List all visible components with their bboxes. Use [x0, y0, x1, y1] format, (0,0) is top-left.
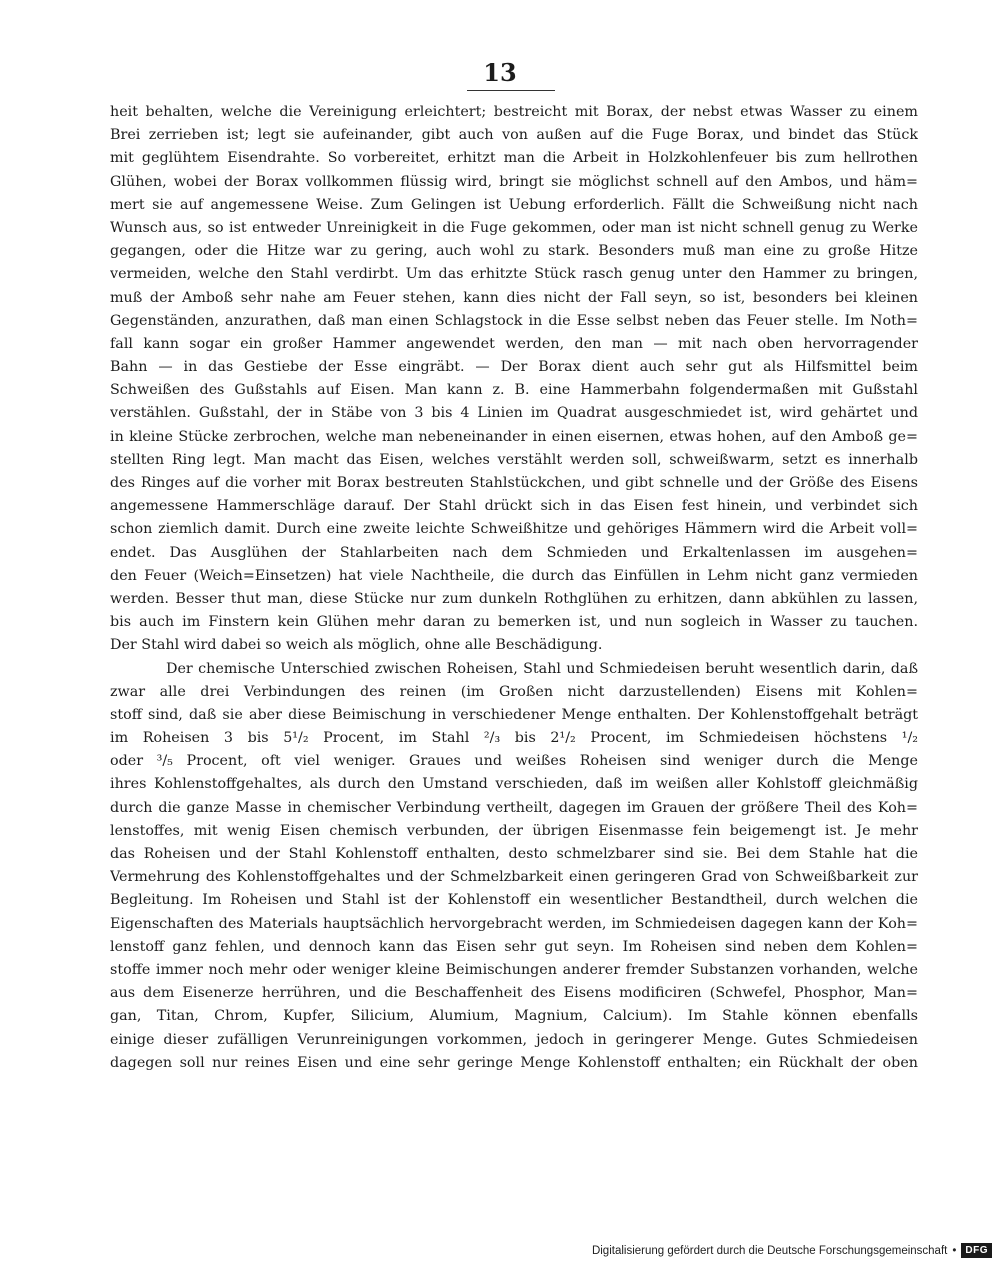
- text-line: ihres Kohlenstoffgehaltes, als durch den Umstand verschieden, daß im weißen aller Kohlstoff gleichmäßig: [110, 776, 918, 793]
- text-line: Bahn — in das Gestiebe der Esse eingräbt. — Der Borax dient auch sehr gut als Hilfsmittel beim: [110, 359, 918, 376]
- text-line: aus dem Eisenerze herrühren, und die Beschaffenheit des Eisens modificiren (Schwefel, Phosphor, Man=: [110, 985, 918, 1002]
- text-line: Brei zerrieben ist; legt sie aufeinander, gibt auch von außen auf die Fuge Borax, und bindet das Stück: [110, 127, 918, 144]
- text-line: lenstoff ganz fehlen, und dennoch kann das Eisen sehr gut seyn. Im Roheisen sind neben dem Kohlen=: [110, 938, 918, 955]
- text-line: einige dieser zufälligen Verunreinigungen vorkommen, jedoch in geringerer Menge. Gutes Schmiedeisen: [110, 1031, 918, 1048]
- text-line: heit behalten, welche die Vereinigung erleichtert; bestreicht mit Borax, der nebst etwas Wasser zu einem: [110, 104, 918, 120]
- text-line: bis auch im Finstern kein Glühen mehr daran zu bemerken ist, und nun sogleich in Wasser zu tauchen.: [110, 614, 918, 631]
- text-line: Eigenschaften des Materials hauptsächlich hervorgebracht werden, im Schmiedeisen dagegen kann der Koh=: [110, 915, 918, 932]
- paragraph: [110, 101, 918, 658]
- text-line: endet. Das Ausglühen der Stahlarbeiten nach dem Schmieden und Erkaltenlassen im ausgehen=: [110, 544, 918, 561]
- text-line: Der chemische Unterschied zwischen Roheisen, Stahl und Schmiedeisen beruht wesentlich darin, daß: [166, 660, 918, 677]
- text-line: verstählen. Gußstahl, der in Stäbe von 3 bis 4 Linien im Quadrat ausgeschmiedet ist, wird gehärtet und: [110, 405, 918, 422]
- text-line: mert sie auf angemessene Weise. Zum Gelingen ist Uebung erforderlich. Fällt die Schweißung nicht nach: [110, 196, 918, 213]
- text-line: lenstoffes, mit wenig Eisen chemisch verbunden, der übrigen Eisenmasse fein beigemengt ist. Je mehr: [110, 822, 918, 839]
- text-line: Gegenständen, anzurathen, daß man einen Schlagstock in die Esse selbst neben das Feuer stelle. Im Noth=: [110, 312, 918, 329]
- text-line: im Roheisen 3 bis 5¹/₂ Procent, im Stahl ²/₃ bis 2¹/₂ Procent, im Schmiedeisen höchstens ¹/₂: [110, 730, 918, 747]
- page-number: 13: [483, 58, 517, 87]
- text-line: Glühen, wobei der Borax vollkommen flüssig wird, bringt sie möglichst schnell auf den Ambos, und häm=: [110, 173, 918, 190]
- text-line: stoff sind, daß sie aber diese Beimischung in verschiedener Menge enthalten. Der Kohlenstoffgehalt beträgt: [110, 706, 918, 723]
- text-line: den Feuer (Weich=Einsetzen) hat viele Nachtheile, die durch das Einfüllen in Lehm nicht ganz vermieden: [110, 567, 918, 584]
- text-line: muß der Amboß sehr nahe am Feuer stehen, kann dies nicht der Fall seyn, so ist, besonders bei kleinen: [110, 289, 918, 306]
- text-line: stoffe immer noch mehr oder weniger kleine Beimischungen anderer fremder Substanzen vorhanden, welche: [110, 961, 918, 978]
- text-line: Wunsch aus, so ist entweder Unreinigkeit in die Fuge gekommen, oder man ist nicht schnell genug zu Werke: [110, 219, 918, 236]
- text-line: durch die ganze Masse in chemischer Verbindung vertheilt, dagegen im Grauen der größere Theil des Koh=: [110, 799, 918, 816]
- text-line: gan, Titan, Chrom, Kupfer, Silicium, Alumium, Magnium, Calcium). Im Stahle können ebenfalls: [110, 1008, 918, 1025]
- text-line: werden. Besser thut man, diese Stücke nur zum dunkeln Rothglühen zu erhitzen, dann abkühlen zu lassen,: [110, 590, 918, 607]
- text-line: Vermehrung des Kohlenstoffgehaltes und der Schmelzbarkeit einen geringeren Grad von Schweißbarkeit zur: [110, 869, 918, 886]
- paragraph: [110, 658, 918, 1075]
- text-line: das Roheisen und der Stahl Kohlenstoff enthalten, desto schmelzbarer sind sie. Bei dem Stahle hat die: [110, 846, 918, 862]
- footer-text: Digitalisierung gefördert durch die Deutsche Forschungsgemeinschaft: [591, 1244, 948, 1257]
- text-line: zwar alle drei Verbindungen des reinen (im Großen nicht darzustellenden) Eisens mit Kohlen=: [110, 683, 918, 700]
- text-line: gegangen, oder die Hitze war zu gering, auch wohl zu stark. Besonders muß man eine zu große Hitze: [110, 243, 918, 260]
- text-line: Der Stahl wird dabei so weich als möglich, ohne alle Beschädigung.: [110, 637, 603, 654]
- text-line: Begleitung. Im Roheisen und Stahl ist der Kohlenstoff ein wesentlicher Bestandtheil, durch welchen die: [110, 892, 918, 909]
- text-line: mit geglühtem Eisendrahte. So vorbereitet, erhitzt man die Arbeit in Holzkohlenfeuer bis zum hellrothen: [110, 150, 918, 167]
- text-line: Schweißen des Gußstahls auf Eisen. Man kann z. B. eine Hammerbahn folgendermaßen mit Gußstahl: [110, 382, 918, 399]
- text-line: dagegen soll nur reines Eisen und eine sehr geringe Menge Kohlenstoff enthalten; ein Rückhalt der oben: [110, 1054, 918, 1071]
- body-text: [110, 101, 918, 1075]
- text-line: angemessene Hammerschläge darauf. Der Stahl drückt sich in das Eisen fest hinein, und verbindet sich: [110, 498, 918, 515]
- text-line: schon ziemlich damit. Durch eine zweite leichte Schweißhitze und gehöriges Hämmern wird die Arbeit voll=: [110, 521, 918, 538]
- text-line: vermeiden, welche den Stahl verdirbt. Um das erhitzte Stück rasch genug unter den Hammer zu bringen,: [110, 266, 918, 283]
- text-line: fall kann sogar ein großer Hammer angewendet werden, den man — mit nach oben hervorragender: [110, 335, 918, 352]
- dfg-logo: DFG: [961, 1243, 992, 1258]
- text-line: oder ³/₅ Procent, oft viel weniger. Graues und weißes Roheisen sind weniger durch die Menge: [110, 753, 918, 770]
- text-line: stellten Ring legt. Man macht das Eisen, welches verstählt werden soll, schweißwarm, setzt es innerhalb: [110, 451, 918, 468]
- text-line: in kleine Stücke zerbrochen, welche man nebeneinander in einen eisernen, etwas hohen, auf den Amboß ge=: [110, 428, 918, 445]
- text-line: des Ringes auf die vorher mit Borax bestreuten Stahlstückchen, und gibt schnelle und der Größe des Eisens: [110, 475, 918, 491]
- footer: [592, 1243, 992, 1258]
- footer-separator: •: [952, 1244, 957, 1257]
- page-number-rule: [467, 90, 555, 91]
